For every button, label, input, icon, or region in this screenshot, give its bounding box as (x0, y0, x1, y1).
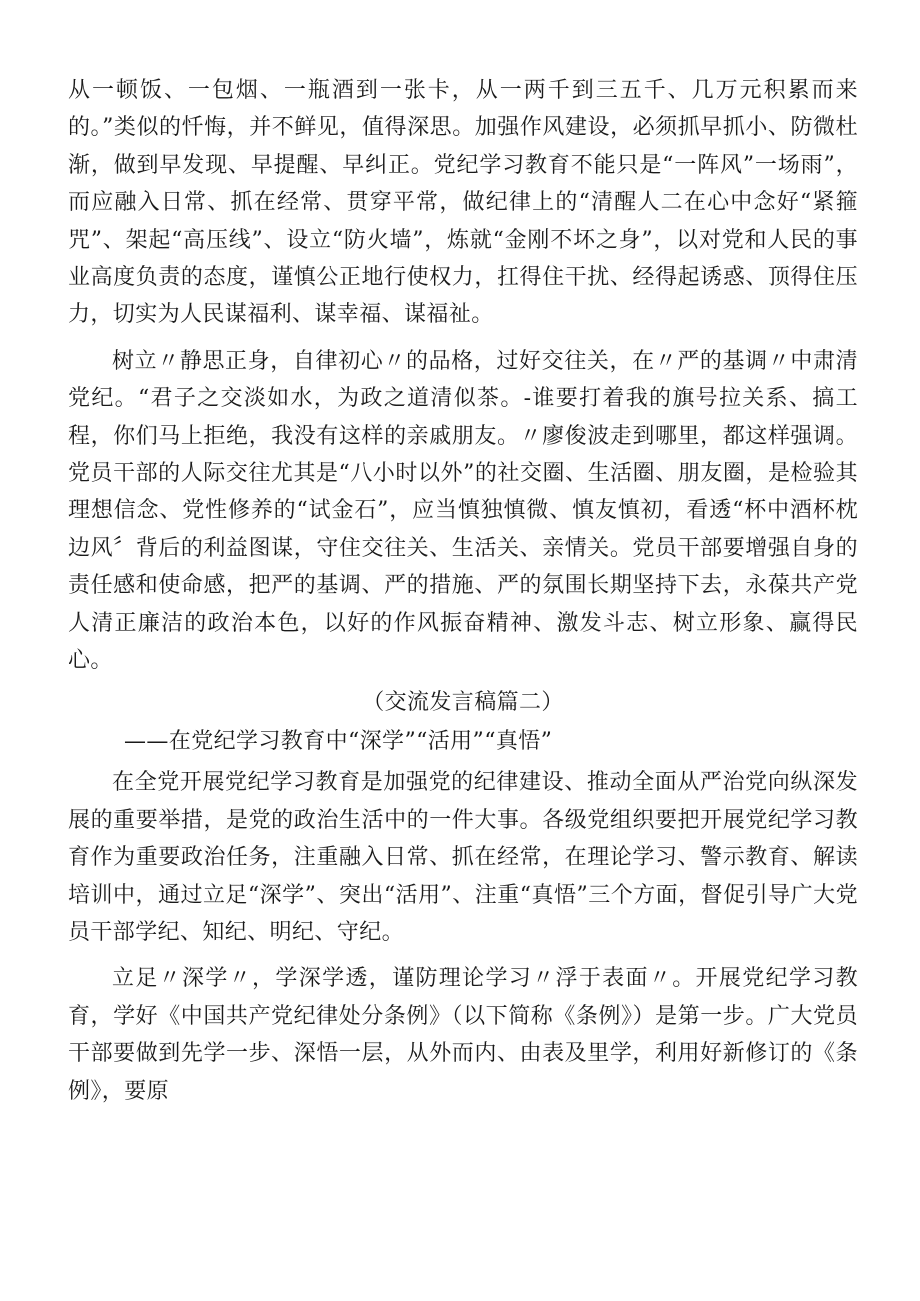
paragraph-4: 立足〃深学〃，学深学透，谨防理论学习〃浮于表面〃。开展党纪学习教育，学好《中国共产党纪律处分条例》（以下简称《条例》）是第一步。广大党员干部要做到先学一步、深悟一层，从外而内、由表及里学，利用好新修订的《条例》，要原 (68, 966, 858, 1104)
paragraph-1: 从一顿饭、一包烟、一瓶酒到一张卡，从一两千到三五千、几万元积累而来的。”类似的忏悔，并不鲜见，值得深思。加强作风建设，必须抓早抓小、防微杜渐，做到早发现、早提醒、早纠正。党纪学习教育不能只是“一阵风”一场雨”，而应融入日常、抓在经常、贯穿平常，做纪律上的“清醒人二在心中念好“紧箍咒”、架起“高压线”、设立“防火墙”，炼就“金刚不坏之身”，以对党和人民的事业高度负责的态度，谨慎公正地行使权力，扛得住干扰、经得起诱惑、顶得住压力，切实为人民谋福利、谋幸福、谋福祉。 (68, 78, 858, 328)
section-title: （交流发言稿篇二） (362, 689, 564, 715)
paragraph-2: 树立〃静思正身，自律初心〃的品格，过好交往关，在〃严的基调〃中肃清党纪。“君子之交淡如水，为政之道清似茶。-谁要打着我的旗号拉关系、搞工程，你们马上拒绝，我没有这样的亲戚朋友。〃廖俊波走到哪里，都这样强调。党员干部的人际交往尤其是“八小时以外”的社交圈、生活圈、朋友圈，是检验其理想信念、党性修养的“试金石”，应当慎独慎微、慎友慎初，看透“杯中酒杯枕边风〞背后的利益图谋，守住交往关、生活关、亲情关。党员干部要增强自身的责任感和使命感，把严的基调、严的措施、严的氛围长期坚持下去，永葆共产党人清正廉洁的政治本色，以好的作风振奋精神、激发斗志、树立形象、赢得民心。 (68, 348, 858, 674)
section-subtitle: ——在党纪学习教育中“深学”“活用”“真悟” (124, 728, 553, 754)
paragraph-3: 在全党开展党纪学习教育是加强党的纪律建设、推动全面从严治党向纵深发展的重要举措，是党的政治生活中的一件大事。各级党组织要把开展党纪学习教育作为重要政治任务，注重融入日常、抓在经常，在理论学习、警示教育、解读培训中，通过立足“深学”、突出“活用”、注重“真悟”三个方面，督促引导广大党员干部学纪、知纪、明纪、守纪。 (68, 770, 858, 945)
